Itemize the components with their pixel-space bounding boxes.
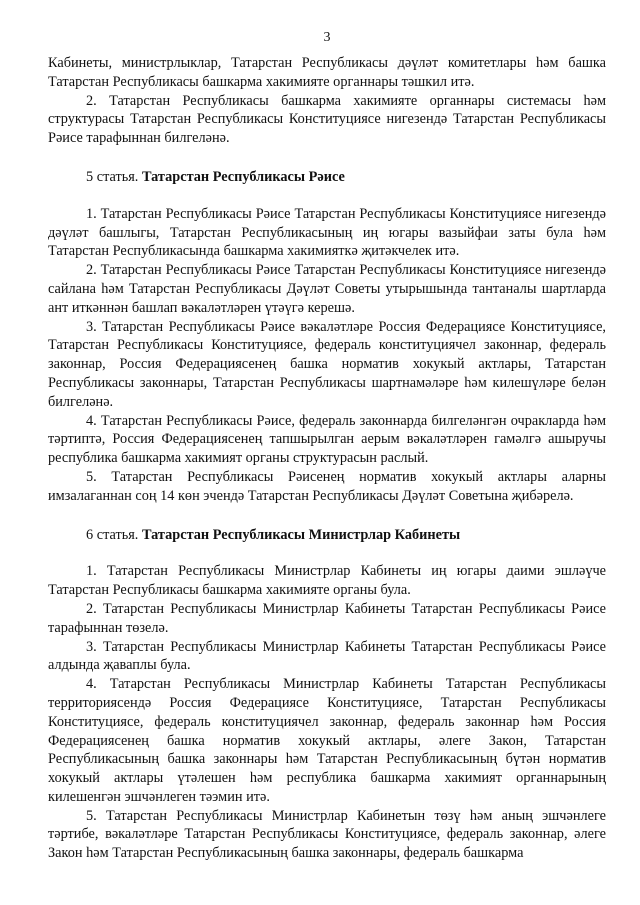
paragraph: 2. Татарстан Республикасы башкарма хакимияте органнары системасы һәм структурасы Татарстан Республикасы Конституциясе нигезендә Татарстан Республикасы Рәисе тарафыннан билгеләнә. <box>48 92 606 147</box>
paragraph: 1. Татарстан Республикасы Рәисе Татарстан Республикасы Конституциясе нигезендә дәүләт башлыгы, Татарстан Республикасының иң югары вазыйфаи заты була һәм Татарстан Республикасында башкарма хакимияткә җитәкчелек итә. <box>48 205 606 260</box>
paragraph: 5. Татарстан Республикасы Рәисенең норматив хокукый актлары аларны имзалаганнан соң 14 көн эчендә Татарстан Республикасы Дәүләт Советына җибәрелә. <box>48 468 606 504</box>
article-5-heading <box>48 168 606 187</box>
paragraph: 3. Татарстан Республикасы Министрлар Кабинеты Татарстан Республикасы Рәисе алдында җаваплы була. <box>48 638 606 674</box>
paragraph: 5. Татарстан Республикасы Министрлар Кабинетын төзү һәм аның эшчәнлеге тәртибе, вәкаләтләре Татарстан Республикасы Конституциясе, федераль законнар, әлеге Закон һәм Татарстан Республикасының башка законнары, федераль башкарма <box>48 807 606 862</box>
article-prefix: 6 статья. <box>86 526 139 543</box>
paragraph: 1. Татарстан Республикасы Министрлар Кабинеты иң югары даими эшләүче Татарстан Республикасы башкарма хакимияте органы була. <box>48 563 606 599</box>
paragraph: 3. Татарстан Республикасы Рәисе вәкаләтләре Россия Федерациясе Конституциясе, Татарстан Республикасы Конституциясе, федераль конституциячел законнар, федераль законнар, Россия Федерациясенең башка норматив хокукый актлары, Татарстан Республикасы законнары, Татарстан Республикасы шартнамәләре һәм килешүләре белән билгеләнә. <box>48 318 606 410</box>
paragraph: Кабинеты, министрлыклар, Татарстан Республикасы дәүләт комитетлары һәм башка Татарстан Республикасы башкарма хакимияте органнары тәшкил итә. <box>48 55 606 90</box>
article-title: Татарстан Республикасы Рәисе <box>141 168 345 185</box>
paragraph: 2. Татарстан Республикасы Министрлар Кабинеты Татарстан Республикасы Рәисе тарафыннан төзелә. <box>48 600 606 636</box>
article-6-heading <box>48 526 606 545</box>
paragraph: 4. Татарстан Республикасы Рәисе, федераль законнарда билгеләнгән очракларда һәм тәртиптә, Россия Федерациясенең тапшырылган аерым вәкаләтләрен гамәлгә ашыручы республика башкарма хакимият органы структурасын раслый. <box>48 412 606 467</box>
paragraph: 4. Татарстан Республикасы Министрлар Кабинеты Татарстан Республикасы территориясендә Россия Федерациясе Конституциясе, Татарстан Республикасы Конституциясе, федераль конституциячел законнар, федераль законнар һәм Россия Федерациясенең башка норматив хокукый актлары, әлеге Закон, Татарстан Республикасының башка законнары һәм Татарстан Республикасының бүтән норматив хокукый актлары үтәлешен һәм республика башкарма хакимият органнарының килешенгән эшчәнлеген тәэмин итә. <box>48 676 606 805</box>
article-prefix: 5 статья. <box>86 168 139 185</box>
page-number: 3 <box>323 30 331 45</box>
article-title: Татарстан Республикасы Министрлар Кабинеты <box>141 526 461 543</box>
paragraph: 2. Татарстан Республикасы Рәисе Татарстан Республикасы Конституциясе нигезендә сайлана һәм Татарстан Республикасы Дәүләт Советы утырышында тантаналы шартларда ант иткәннән башлап вәкаләтләрен үтәүгә керешә. <box>48 262 606 316</box>
document-page <box>48 30 606 863</box>
